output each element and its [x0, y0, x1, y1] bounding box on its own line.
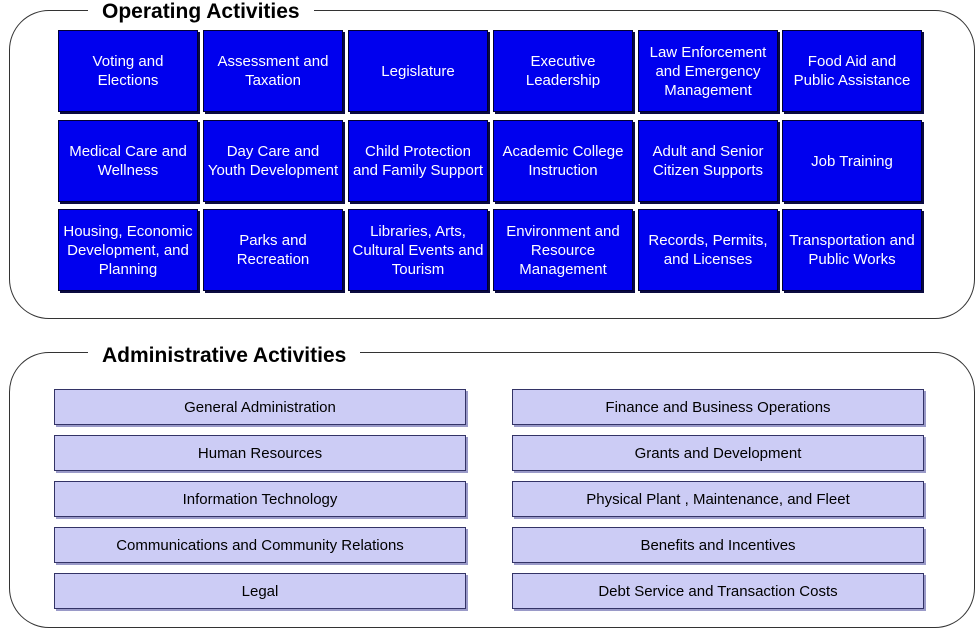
op-box-transportation: Transportation and Public Works: [782, 209, 922, 291]
ad-box-general-administration: General Administration: [54, 389, 466, 425]
ad-box-information-technology: Information Technology: [54, 481, 466, 517]
ad-box-human-resources: Human Resources: [54, 435, 466, 471]
op-box-libraries-arts: Libraries, Arts, Cultural Events and Tourism: [348, 209, 488, 291]
op-box-adult-senior: Adult and Senior Citizen Supports: [638, 120, 778, 202]
op-box-assessment-taxation: Assessment and Taxation: [203, 30, 343, 112]
op-box-medical-care: Medical Care and Wellness: [58, 120, 198, 202]
op-box-voting-elections: Voting and Elections: [58, 30, 198, 112]
ad-box-legal: Legal: [54, 573, 466, 609]
op-box-job-training: Job Training: [782, 120, 922, 202]
op-box-parks-recreation: Parks and Recreation: [203, 209, 343, 291]
op-box-legislature: Legislature: [348, 30, 488, 112]
op-box-academic-instruction: Academic College Instruction: [493, 120, 633, 202]
ad-box-debt-service: Debt Service and Transaction Costs: [512, 573, 924, 609]
ad-box-finance: Finance and Business Operations: [512, 389, 924, 425]
op-box-food-aid: Food Aid and Public Assistance: [782, 30, 922, 112]
op-box-law-enforcement: Law Enforcement and Emergency Management: [638, 30, 778, 112]
administrative-activities-title: Administrative Activities: [88, 344, 360, 368]
operating-activities-title: Operating Activities: [88, 0, 314, 24]
op-box-child-protection: Child Protection and Family Support: [348, 120, 488, 202]
op-box-records-permits: Records, Permits, and Licenses: [638, 209, 778, 291]
op-box-housing: Housing, Economic Development, and Planning: [58, 209, 198, 291]
op-box-executive-leadership: Executive Leadership: [493, 30, 633, 112]
op-box-day-care: Day Care and Youth Development: [203, 120, 343, 202]
ad-box-communications: Communications and Community Relations: [54, 527, 466, 563]
ad-box-grants: Grants and Development: [512, 435, 924, 471]
ad-box-benefits: Benefits and Incentives: [512, 527, 924, 563]
ad-box-physical-plant: Physical Plant , Maintenance, and Fleet: [512, 481, 924, 517]
op-box-environment: Environment and Resource Management: [493, 209, 633, 291]
